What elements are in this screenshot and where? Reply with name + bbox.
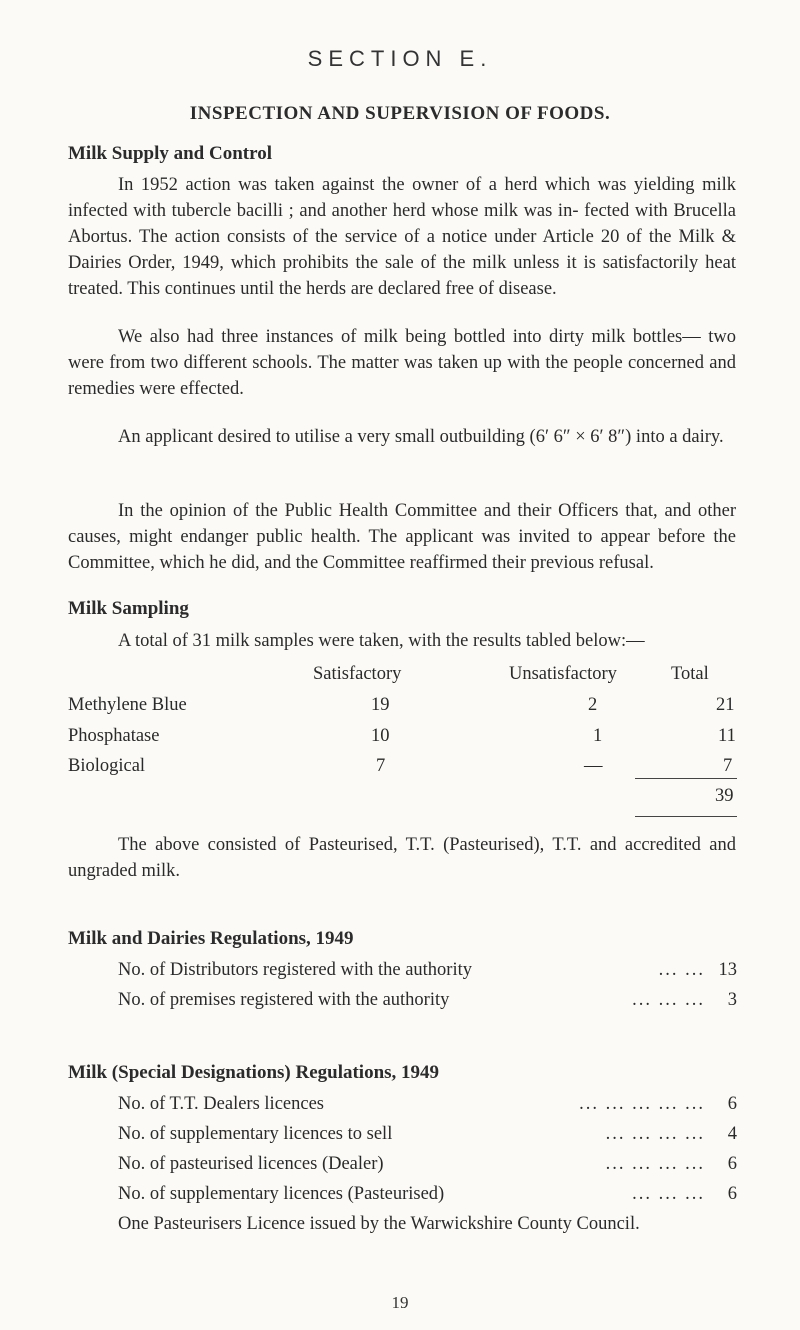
col-header-total: Total [671,664,709,684]
milk-sampling-heading: Milk Sampling [68,598,189,619]
list-item [118,990,737,1014]
row-label-phosphatase: Phosphatase [68,726,160,746]
list-item [118,1184,737,1208]
item-label: No. of supplementary licences (Pasteurised) [118,1184,445,1204]
cell-total: 21 [716,695,735,715]
col-header-unsatisfactory: Unsatisfactory [509,664,617,684]
cell-satisfactory: 7 [376,756,386,776]
cell-total: 7 [723,756,733,776]
item-value: 4 [727,1124,737,1144]
item-label: No. of Distributors registered with the authority [118,960,473,980]
dot-leader: ... ... ... ... [605,1154,705,1174]
dot-leader: ... ... [658,960,705,980]
cell-satisfactory: 10 [371,726,390,746]
cell-unsatisfactory: 1 [593,726,603,746]
item-value: 6 [727,1154,737,1174]
section-heading: SECTION E. [307,46,493,71]
sampling-table [68,664,737,774]
milk-supply-paragraph-1: In 1952 action was taken against the owner of a herd which was yielding milk infected with tubercle bacilli ; and another herd whose milk was in- fected with Brucella Abortus. The action consists of the service of a notice under Article 20 of the Milk & Dairies Order, 1949, which prohibits the sale of the milk unless it is satisfactorily heat treated. This continues until the herds are declared free of disease. [68,175,736,299]
page-number: 19 [391,1293,409,1312]
milk-supply-paragraph-3: An applicant desired to utilise a very small outbuilding (6′ 6″ × 6′ 8″) into a dairy. [118,427,724,447]
row-label-biological: Biological [68,756,146,776]
item-value: 3 [727,990,737,1010]
list-item [118,1124,737,1148]
dot-leader: ... ... ... ... ... [579,1094,705,1114]
dot-leader: ... ... ... [632,1184,705,1204]
item-value: 6 [727,1094,737,1114]
special-designations-heading: Milk (Special Designations) Regulations, 1949 [68,1062,440,1083]
milk-supply-paragraph-4: In the opinion of the Public Health Committee and their Officers that, and other causes, might endanger public health. The applicant was invited to appear before the Committee, which he did, and the Committee reaffirmed their previous refusal. [68,501,736,573]
cell-total: 11 [718,726,736,746]
total-rule-bottom [635,816,737,817]
grand-total: 39 [715,786,734,806]
cell-unsatisfactory: — [584,756,603,776]
dot-leader: ... ... ... [632,990,705,1010]
dot-leader: ... ... ... ... [605,1124,705,1144]
item-value: 6 [727,1184,737,1204]
item-label: No. of premises registered with the authority [118,990,450,1010]
milk-sampling-intro: A total of 31 milk samples were taken, with the results tabled below:— [118,631,645,651]
list-item [118,1154,737,1178]
row-label-methylene: Methylene Blue [68,695,187,715]
milk-dairies-heading: Milk and Dairies Regulations, 1949 [68,928,354,949]
item-label: No. of supplementary licences to sell [118,1124,393,1144]
page-title: INSPECTION AND SUPERVISION OF FOODS. [189,103,611,124]
milk-supply-heading: Milk Supply and Control [68,143,272,164]
list-item [118,960,737,984]
item-label: No. of pasteurised licences (Dealer) [118,1154,384,1174]
cell-unsatisfactory: 2 [588,695,598,715]
milk-sampling-note: The above consisted of Pasteurised, T.T. (Pasteurised), T.T. and accredited and ungraded milk. [68,835,736,881]
closing-line [118,1214,737,1238]
item-label: No. of T.T. Dealers licences [118,1094,324,1114]
closing-text: One Pasteurisers Licence issued by the Warwickshire County Council. [118,1214,640,1234]
total-rule-top [635,778,737,779]
item-value: 13 [718,960,737,980]
milk-supply-paragraph-2: We also had three instances of milk being bottled into dirty milk bottles— two were from two different schools. The matter was taken up with the people concerned and remedies were effected. [68,327,736,399]
list-item [118,1094,737,1118]
cell-satisfactory: 19 [371,695,390,715]
col-header-satisfactory: Satisfactory [313,664,402,684]
